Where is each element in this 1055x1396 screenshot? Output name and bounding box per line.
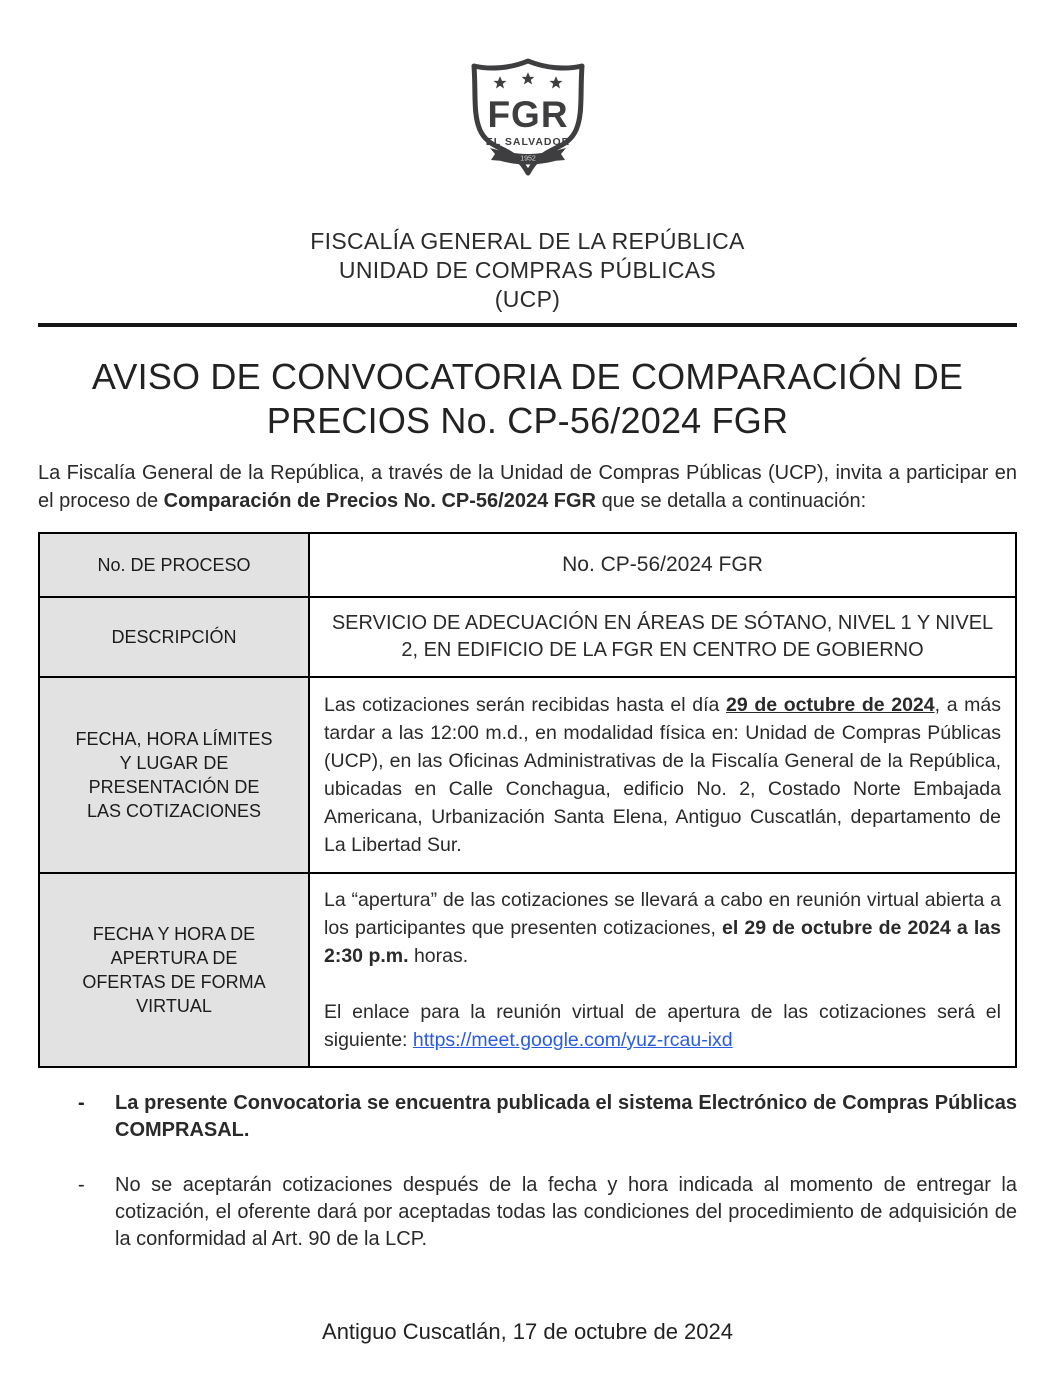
logo-acronym: FGR (486, 94, 569, 135)
title-line-2: PRECIOS No. CP-56/2024 FGR (266, 400, 789, 441)
submission-text-end: , a más tardar a las 12:00 m.d., en modalidad física en: Unidad de Compras Públicas (UCP), en las Oficinas Administrativas de la Fiscalía General de la República, ubicadas en Calle Conchagua, edificio No. 2, Costado Norte Embajada Americana, Urbanización Santa Elena, Antiguo Cuscatlán, departamento de La Libertad Sur. (324, 694, 1002, 856)
process-table (38, 532, 1017, 1068)
title-line-1: AVISO DE CONVOCATORIA DE COMPARACIÓN DE (91, 356, 964, 397)
logo-country: EL SALVADOR (485, 136, 570, 148)
org-header (38, 227, 1017, 314)
table-row-descripcion (39, 597, 1016, 677)
page-title (38, 355, 1017, 443)
header-divider (38, 323, 1017, 327)
opening-datetime: el 29 de octubre de 2024 a las 2:30 p.m. (324, 917, 1001, 967)
table-row-proceso (39, 533, 1016, 597)
row-label-descripcion: DESCRIPCIÓN (39, 597, 309, 677)
meeting-link[interactable]: https://meet.google.com/yuz-rcau-ixd (412, 1029, 733, 1051)
shield-icon (452, 52, 604, 178)
row-value-descripcion: SERVICIO DE ADECUACIÓN EN ÁREAS DE SÓTANO, NIVEL 1 Y NIVEL 2, EN EDIFICIO DE LA FGR EN CENTRO DE GOBIERNO (309, 597, 1016, 677)
submission-info (324, 691, 1001, 859)
bullet-dash: - (78, 1174, 85, 1196)
submission-text: Las cotizaciones serán recibidas hasta el día (324, 694, 726, 716)
meeting-link-paragraph (324, 998, 1001, 1054)
note-comprasal: La presente Convocatoria se encuentra publicada el sistema Electrónico de Compras Públicas COMPRASAL. (115, 1092, 1017, 1141)
intro-text: La Fiscalía General de la República, a través de la Unidad de Compras Públicas (UCP), invita a participar en el proceso de (38, 462, 1017, 512)
intro-process-name: Comparación de Precios No. CP-56/2024 FGR (163, 489, 597, 512)
row-value-proceso: No. CP-56/2024 FGR (309, 533, 1016, 597)
row-label-proceso: No. DE PROCESO (39, 533, 309, 597)
org-unit: UNIDAD DE COMPRAS PÚBLICAS (338, 257, 717, 283)
list-item (78, 1090, 1017, 1144)
opening-text-end: horas. (408, 945, 469, 967)
logo-year: 1952 (519, 155, 536, 163)
org-unit-acronym: (UCP) (494, 286, 561, 312)
table-row-presentacion (39, 677, 1016, 873)
opening-info (324, 886, 1001, 970)
intro-text-end: que se detalla a continuación: (596, 489, 867, 512)
list-item (78, 1172, 1017, 1253)
org-name: FISCALÍA GENERAL DE LA REPÚBLICA (310, 228, 745, 254)
intro-paragraph (38, 460, 1017, 515)
row-label-apertura: FECHA Y HORA DE APERTURA DE OFERTAS DE FORMA VIRTUAL (39, 873, 309, 1067)
note-no-late-quotes: No se aceptarán cotizaciones después de la fecha y hora indicada al momento de entregar la cotización, el oferente dará por aceptadas todas las condiciones del procedimiento de adquisición de la conformidad al Art. 90 de la LCP. (115, 1174, 1017, 1250)
submission-deadline-date: 29 de octubre de 2024 (726, 694, 935, 716)
row-label-presentacion: FECHA, HORA LÍMITES Y LUGAR DE PRESENTACIÓN DE LAS COTIZACIONES (39, 677, 309, 873)
date-line: Antiguo Cuscatlán, 17 de octubre de 2024 (322, 1319, 733, 1344)
fgr-logo (38, 0, 1017, 183)
opening-text: La “apertura” de las cotizaciones se llevará a cabo en reunión virtual abierta a los participantes que presenten cotizaciones, (324, 889, 1001, 939)
table-row-apertura (39, 873, 1016, 1067)
meeting-link-intro: El enlace para la reunión virtual de apertura de las cotizaciones será el siguiente: (324, 1001, 1001, 1051)
row-value-presentacion (309, 677, 1016, 873)
bullet-dash: - (78, 1092, 85, 1114)
notes-list (38, 1090, 1017, 1253)
row-value-apertura (309, 873, 1016, 1067)
